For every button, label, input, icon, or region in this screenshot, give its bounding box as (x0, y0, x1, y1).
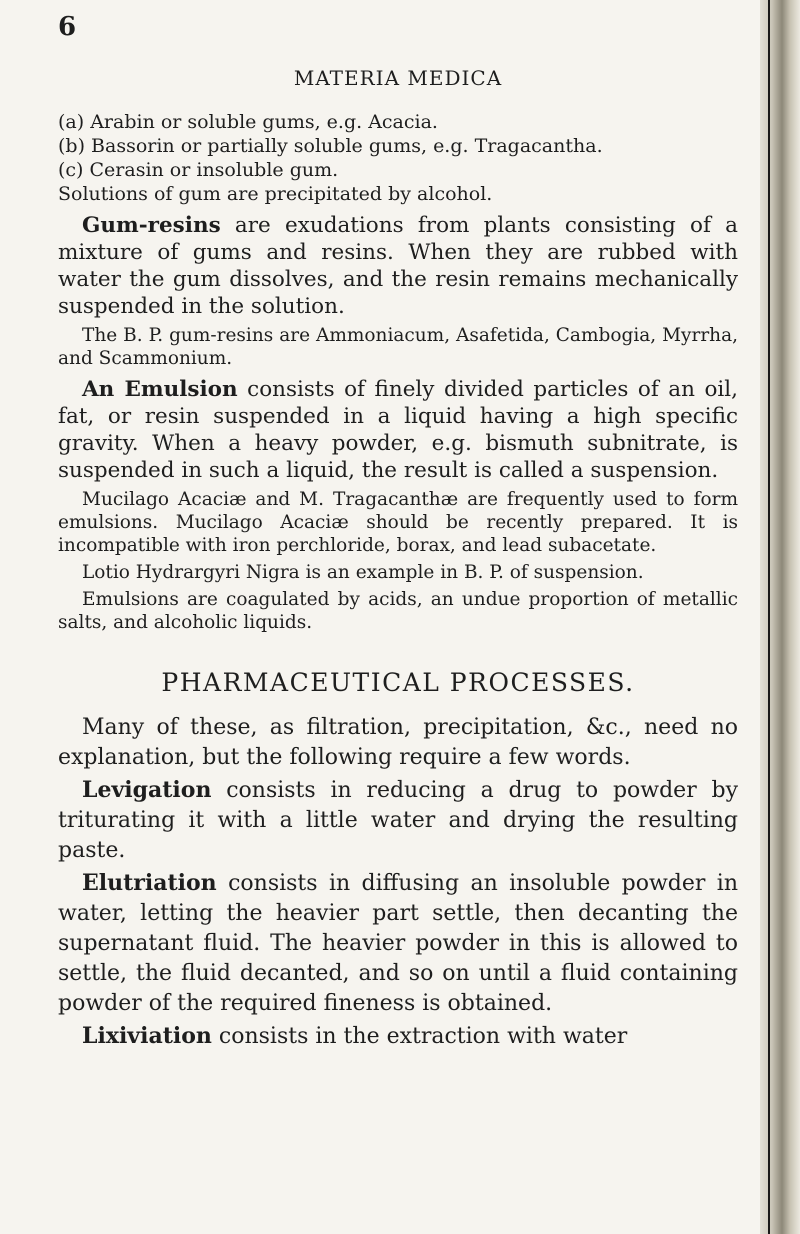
gum-list-item-a: (a) Arabin or soluble gums, e.g. Acacia. (58, 111, 438, 133)
gum-list-item-b: (b) Bassorin or partially soluble gums, e.g. Tragacantha. (58, 135, 603, 157)
gum-resins-note: The B. P. gum-resins are Ammoniacum, Asafetida, Cambogia, Myrrha, and Scammonium. (58, 325, 738, 369)
section-heading: PHARMACEUTICAL PROCESSES. (161, 668, 635, 697)
elutriation-term: Elutriation (82, 870, 217, 896)
running-head: MATERIA MEDICA (293, 66, 503, 90)
lixiviation-text: consists in the extraction with water (211, 1024, 628, 1049)
page-binding-line (768, 0, 770, 1234)
levigation-text: consists in reducing a drug to powder by triturating it with a little water and drying the resulting paste. (58, 778, 738, 863)
emulsion-note-mucilago: Mucilago Acaciæ and M. Tragacanthæ are frequently used to form emulsions. Mucilago Acaciæ should be recently prepared. It is incompatible with iron perchloride, borax, and lead subacetate. (58, 489, 738, 556)
section-intro: Many of these, as filtration, precipitation, &c., need no explanation, but the following require a few words. (58, 715, 738, 770)
gum-resins-paragraph (58, 212, 738, 320)
lixiviation-term: Lixiviation (82, 1023, 212, 1049)
emulsion-text: consists of finely divided particles of an oil, fat, or resin suspended in a liquid having a high specific gravity. When a heavy powder, e.g. bismuth subnitrate, is suspended in such a liquid, the result is called a suspension. (58, 377, 739, 483)
emulsion-term: An Emulsion (82, 377, 238, 402)
page-number: 6 (58, 12, 77, 42)
gum-resins-term: Gum-resins (82, 213, 221, 238)
levigation-term: Levigation (82, 777, 212, 803)
elutriation-text: consists in diffusing an insoluble powder in water, letting the heavier part settle, then decanting the supernatant fluid. The heavier powder in this is allowed to settle, the fluid decanted, and so on until a fluid containing powder of the required fineness is obtained. (58, 871, 738, 1016)
definition-elutriation (58, 868, 738, 1019)
emulsion-paragraph (58, 376, 738, 484)
definition-lixiviation (58, 1021, 738, 1052)
gum-solutions-note: Solutions of gum are precipitated by alcohol. (58, 183, 493, 205)
page-content (58, 20, 738, 1054)
emulsion-note-coagulation: Emulsions are coagulated by acids, an undue proportion of metallic salts, and alcoholic liquids. (58, 589, 738, 633)
definition-levigation (58, 775, 738, 866)
emulsion-note-lotio: Lotio Hydrargyri Nigra is an example in B. P. of suspension. (82, 562, 644, 583)
gum-resins-text: are exudations from plants consisting of a mixture of gums and resins. When they are rubbed with water the gum dissolves, and the resin remains mechanically suspended in the solution. (58, 213, 738, 319)
gum-list-item-c: (c) Cerasin or insoluble gum. (58, 159, 339, 181)
book-page-edge (760, 0, 800, 1234)
